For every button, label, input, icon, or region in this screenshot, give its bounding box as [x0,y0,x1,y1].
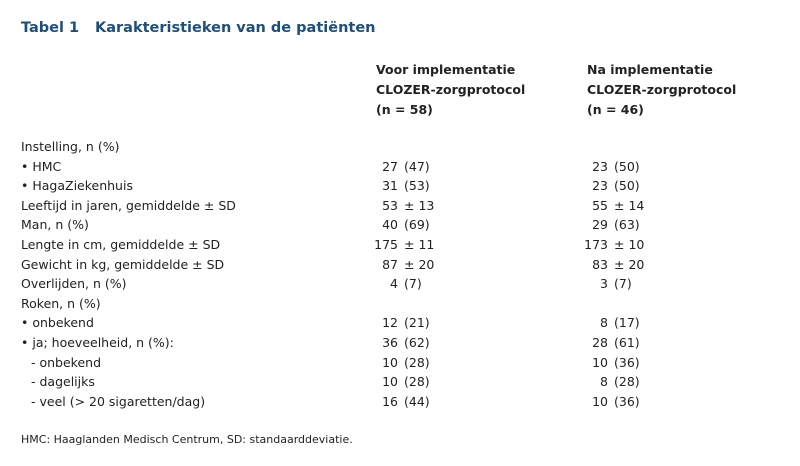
column-header-before [376,60,525,120]
row-label: Lengte in cm, gemiddelde ± SD [21,236,221,252]
after-extra: (61) [614,334,640,350]
table-row [0,235,800,255]
after-extra: (17) [614,315,640,331]
row-label: Gewicht in kg, gemiddelde ± SD [21,256,225,272]
row-label: - dagelijks [31,374,95,390]
after-extra: (36) [614,354,640,370]
row-label: Leeftijd in jaren, gemiddelde ± SD [21,197,236,213]
before-extra: ± 11 [404,236,435,252]
table-row [0,372,800,392]
table-heading [21,20,376,36]
before-extra: (28) [404,354,430,370]
before-extra: (47) [404,158,430,174]
column-header-after-line2: CLOZER-zorgprotocol [587,82,737,97]
row-label: • HMC [21,158,62,174]
before-value: 10 [382,354,398,370]
table-row [0,333,800,353]
after-value: 55 [592,197,608,213]
row-label: • ja; hoeveelheid, n (%): [21,334,174,350]
row-label: Roken, n (%) [21,295,101,311]
after-extra: ± 10 [614,236,645,252]
table-row [0,255,800,275]
after-extra: (28) [614,374,640,390]
column-header-before-line1: Voor implementatie [376,62,516,77]
after-value: 23 [592,178,608,194]
table-row [0,157,800,177]
before-value: 16 [382,393,398,409]
before-value: 53 [382,197,398,213]
after-extra: ± 20 [614,256,645,272]
row-label: Man, n (%) [21,217,89,233]
before-value: 12 [382,315,398,331]
before-extra: ± 13 [404,197,435,213]
row-label: • HagaZiekenhuis [21,178,133,194]
after-value: 10 [592,393,608,409]
column-header-after-line1: Na implementatie [587,62,713,77]
table-row [0,176,800,196]
row-label: Instelling, n (%) [21,139,120,154]
table-row [0,196,800,216]
after-extra: (50) [614,158,640,174]
column-header-after [587,60,736,120]
before-extra: (69) [404,217,430,233]
before-extra: (7) [404,276,422,292]
before-extra: (21) [404,315,430,331]
table-body [0,137,800,411]
before-value: 40 [382,217,398,233]
after-extra: (36) [614,393,640,409]
after-value: 8 [600,374,608,390]
before-value: 36 [382,334,398,350]
table-footnote: HMC: Haaglanden Medisch Centrum, SD: standaarddeviatie. [21,433,353,446]
row-label: Overlijden, n (%) [21,276,127,292]
before-extra: ± 20 [404,256,435,272]
table-row [0,294,800,314]
after-extra: (63) [614,217,640,233]
after-value: 28 [592,334,608,350]
column-header-before-line2: CLOZER-zorgprotocol [376,82,526,97]
table-row [0,353,800,373]
before-extra: (28) [404,374,430,390]
before-value: 31 [382,178,398,194]
row-label: - veel (> 20 sigaretten/dag) [31,393,206,409]
before-extra: (44) [404,393,430,409]
before-value: 4 [390,276,398,292]
table-row [0,392,800,412]
before-extra: (53) [404,178,430,194]
table-row [0,137,800,157]
before-value: 27 [382,158,398,174]
row-label: - onbekend [31,354,102,370]
after-extra: (50) [614,178,640,194]
column-header-after-line3: (n = 46) [587,102,644,117]
table-row [0,313,800,333]
row-label: • onbekend [21,315,94,331]
table-title: Karakteristieken van de patiënten [95,20,376,36]
after-value: 23 [592,158,608,174]
after-value: 173 [584,236,608,252]
before-value: 87 [382,256,398,272]
before-value: 10 [382,374,398,390]
table-row [0,274,800,294]
after-value: 29 [592,217,608,233]
after-value: 3 [600,276,608,292]
after-value: 8 [600,315,608,331]
before-extra: (62) [404,334,430,350]
column-header-before-line3: (n = 58) [376,102,433,117]
after-value: 83 [592,256,608,272]
before-value: 175 [374,236,398,252]
after-extra: (7) [614,276,632,292]
table-row [0,215,800,235]
after-extra: ± 14 [614,197,645,213]
after-value: 10 [592,354,608,370]
table-number: Tabel 1 [21,20,80,36]
